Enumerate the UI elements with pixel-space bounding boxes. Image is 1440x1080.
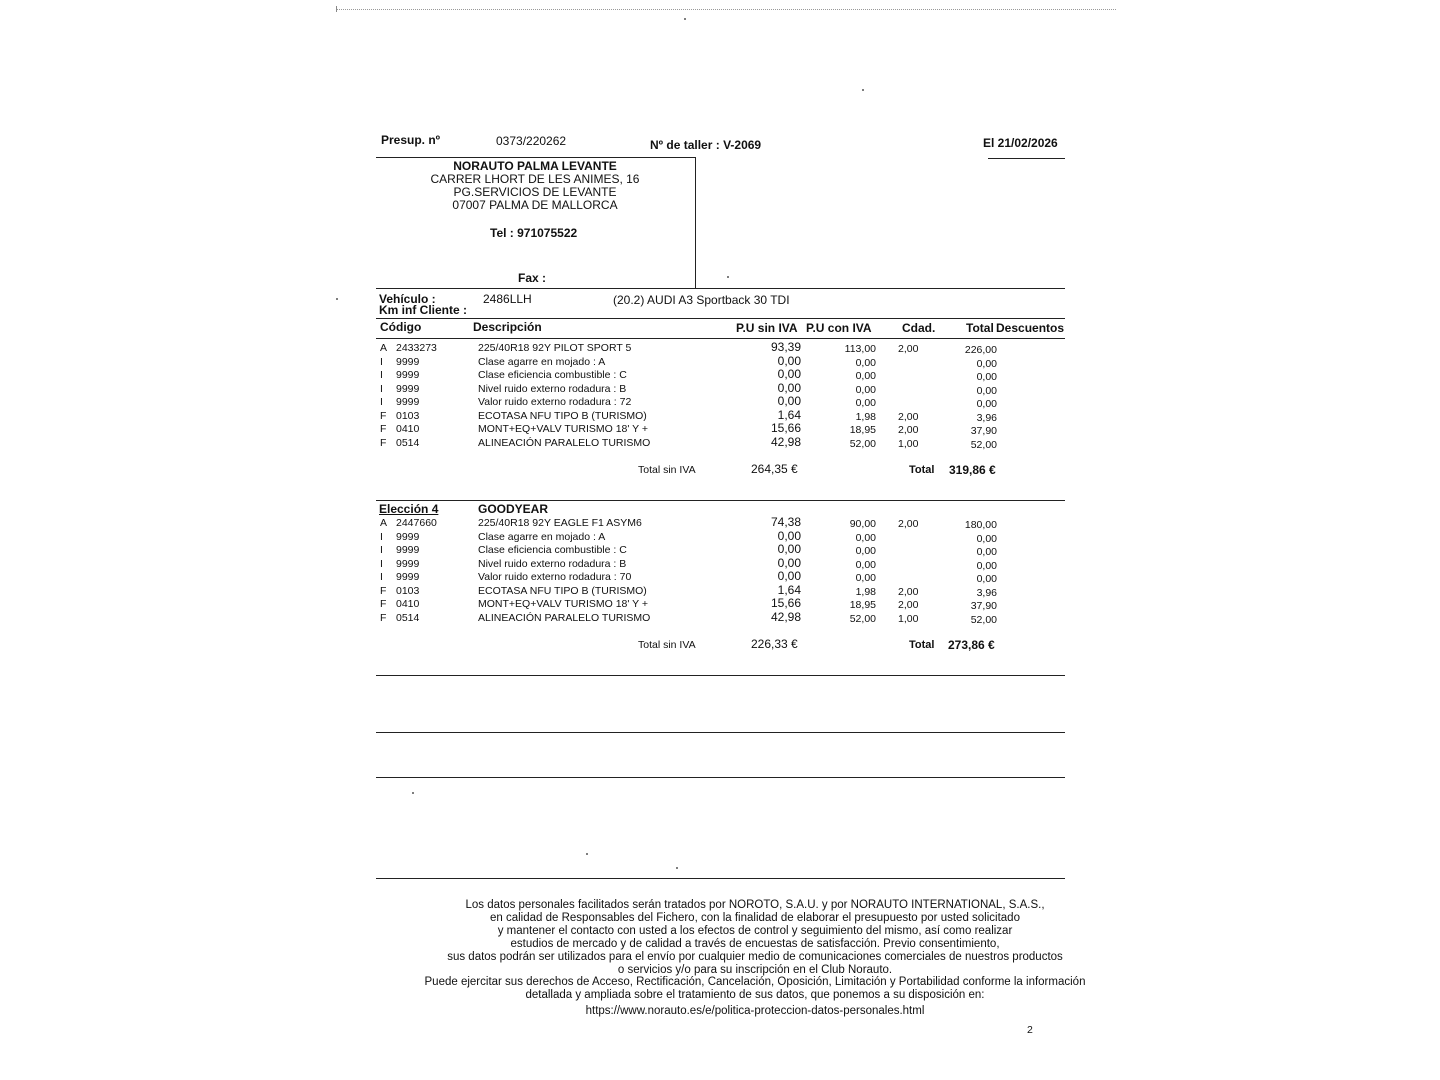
row-cdad: 2,00 [898,424,919,436]
shop-address-3: 07007 PALMA DE MALLORCA [452,198,618,212]
section-2-brand: GOODYEAR [478,502,549,516]
row-pu-con-iva: 113,00 [844,343,876,355]
row-pu-con-iva: 0,00 [855,370,876,382]
columns-top-rule [376,318,1065,319]
row-type: I [380,571,383,583]
table-row [0,434,1440,451]
section-2-total-value: 273,86 € [948,638,995,652]
section-2-total-sin-iva-label: Total sin IVA [638,639,696,651]
page-number: 2 [1027,1024,1033,1036]
row-cdad: 1,00 [898,612,919,625]
row-code: 9999 [396,382,420,395]
privacy-line: sus datos podrán ser utilizados para el envío por cualquier medio de comunicaciones comerciales de nuestros productos [447,950,1063,963]
col-cdad: Cdad. [902,321,936,335]
row-pu-con-iva: 0,00 [855,572,876,584]
row-pu-con-iva: 18,95 [849,599,876,611]
table-row [0,609,1440,626]
row-type: A [380,517,388,529]
row-code: 0410 [396,598,420,610]
table-row [0,571,1440,585]
section-2-total-sin-iva-value: 226,33 € [751,637,798,651]
row-total: 226,00 [964,344,997,356]
row-pu-sin-iva: 0,00 [777,380,801,395]
table-row [0,369,1440,383]
shop-address-2: PG.SERVICIOS DE LEVANTE [453,185,617,199]
row-code: 9999 [396,355,420,368]
privacy-line: o servicios y/o para su inscripción en el Club Norauto. [617,963,893,976]
scan-edge-tick [336,6,337,12]
document-date: El 21/02/2026 [983,136,1058,150]
row-total: 0,00 [976,559,997,572]
table-row [0,544,1440,558]
row-type: F [380,423,387,435]
row-cdad: 1,00 [898,437,919,450]
scan-speck [412,792,414,794]
row-code: 0103 [396,409,420,422]
scan-speck [727,276,729,278]
privacy-line: detallada y ampliada sobre el tratamiento de sus datos, que ponemos a su disposición en: [525,989,985,1002]
row-description: Valor ruido externo rodadura : 72 [478,396,632,408]
col-pu-con-iva: P.U con IVA [806,321,872,335]
row-pu-sin-iva: 93,39 [770,340,801,354]
vehicle-top-rule [376,288,1065,289]
presup-label: Presup. nº [381,133,441,147]
row-code: 0410 [396,423,420,435]
row-pu-sin-iva: 0,00 [777,542,801,556]
row-total: 37,90 [970,425,997,437]
col-descuentos: Descuentos [996,321,1065,335]
row-total: 0,00 [976,357,997,370]
table-row [0,528,1440,545]
shop-name: NORAUTO PALMA LEVANTE [453,159,617,173]
row-pu-sin-iva: 42,98 [770,434,801,449]
privacy-line: Puede ejercitar sus derechos de Acceso, Rectificación, Cancelación, Oposición, Limitación y Portabilidad conforme la información [424,976,1086,989]
table-row [0,423,1440,437]
row-type: I [380,355,383,368]
row-pu-sin-iva: 1,64 [777,582,801,597]
row-code: 9999 [396,396,420,408]
table-row [0,582,1440,599]
taller-number: Nº de taller : V-2069 [650,138,762,152]
section-1-total-label: Total [909,464,935,476]
table-row [0,342,1440,356]
row-pu-sin-iva: 0,00 [777,394,801,408]
row-cdad: 2,00 [898,343,919,355]
table-row [0,353,1440,370]
row-pu-sin-iva: 42,98 [770,609,801,624]
table-row [0,380,1440,397]
blank-rule-1 [376,675,1065,676]
row-pu-sin-iva: 0,00 [777,569,801,583]
row-pu-con-iva: 1,98 [855,410,876,423]
row-code: 2433273 [396,342,437,354]
row-pu-con-iva: 18,95 [849,424,876,436]
row-type: F [380,409,387,422]
privacy-line: Los datos personales facilitados serán tratados por NOROTO, S.A.U. y por NORAUTO INTERNATIONAL, S.A.S., [465,899,1045,911]
table-row [0,598,1440,612]
section-1-total-sin-iva-label: Total sin IVA [638,464,696,476]
privacy-line: en calidad de Responsables del Fichero, con la finalidad de elaborar el presupuesto por usted solicitado [490,911,1020,924]
row-type: F [380,611,387,624]
row-total: 0,00 [976,371,997,383]
section-2-label: Elección 4 [379,502,439,516]
row-description: MONT+EQ+VALV TURISMO 18' Y + [478,598,648,610]
privacy-url[interactable]: https://www.norauto.es/e/politica-proteccion-datos-personales.html [585,1005,925,1018]
blank-rule-3 [376,777,1065,778]
row-total: 3,96 [976,586,997,599]
table-row [0,407,1440,424]
row-code: 0514 [396,436,420,449]
vehicle-model: (20.2) AUDI A3 Sportback 30 TDI [613,293,790,307]
row-pu-con-iva: 52,00 [849,612,876,625]
row-total: 0,00 [976,532,997,545]
vehicle-label: Vehículo : [379,292,436,306]
row-total: 52,00 [970,613,997,626]
row-total: 52,00 [970,438,997,451]
header-rule-right [988,158,1065,159]
row-total: 180,00 [964,519,997,531]
row-pu-sin-iva: 74,38 [770,515,801,529]
row-code: 9999 [396,571,420,583]
row-description: 225/40R18 92Y PILOT SPORT 5 [478,342,632,354]
row-pu-con-iva: 52,00 [849,437,876,450]
row-type: I [380,557,383,570]
row-description: ECOTASA NFU TIPO B (TURISMO) [478,584,647,597]
table-row [0,555,1440,572]
row-pu-sin-iva: 0,00 [777,353,801,368]
row-cdad: 2,00 [898,518,919,530]
row-pu-sin-iva: 15,66 [770,421,801,435]
vehicle-plate: 2486LLH [483,292,532,306]
row-pu-con-iva: 0,00 [855,397,876,409]
blank-rule-2 [376,732,1065,733]
row-code: 9999 [396,369,420,381]
shop-box-divider [695,157,696,288]
row-description: Nivel ruido externo rodadura : B [478,382,627,395]
row-description: Clase eficiencia combustible : C [478,544,627,556]
row-pu-sin-iva: 0,00 [777,367,801,381]
row-description: Clase agarre en mojado : A [478,530,606,543]
row-pu-con-iva: 0,00 [855,545,876,557]
row-type: I [380,369,383,381]
columns-bottom-rule [376,338,1065,339]
privacy-line: estudios de mercado y de calidad a través de encuestas de satisfacción. Previo consentimiento, [510,937,1000,950]
row-type: I [380,396,383,408]
row-cdad: 2,00 [898,585,919,598]
row-description: Valor ruido externo rodadura : 70 [478,571,632,583]
row-type: I [380,530,383,543]
row-description: ALINEACIÓN PARALELO TURISMO [478,436,651,449]
row-pu-sin-iva: 15,66 [770,596,801,610]
row-type: I [380,382,383,395]
col-pu-sin-iva: P.U sin IVA [736,321,798,335]
row-total: 0,00 [976,546,997,558]
scan-speck [862,89,864,91]
row-description: 225/40R18 92Y EAGLE F1 ASYM6 [478,517,642,529]
row-type: F [380,436,387,449]
row-cdad: 2,00 [898,410,919,423]
row-description: ECOTASA NFU TIPO B (TURISMO) [478,409,647,422]
row-code: 9999 [396,544,420,556]
row-type: F [380,598,387,610]
shop-tel: Tel : 971075522 [490,226,578,240]
shop-fax: Fax : [518,271,547,285]
row-description: ALINEACIÓN PARALELO TURISMO [478,611,651,624]
row-total: 3,96 [976,411,997,424]
row-code: 0103 [396,584,420,597]
row-total: 0,00 [976,398,997,410]
km-label: Km inf Cliente : [379,303,468,317]
row-total: 37,90 [970,600,997,612]
row-type: A [380,342,388,354]
row-pu-sin-iva: 0,00 [777,528,801,543]
row-pu-con-iva: 1,98 [855,585,876,598]
scan-edge-line [336,9,1116,10]
privacy-line: y mantener el contacto con usted a los efectos de control y seguimiento del mismo, así como realizar [497,924,1013,937]
row-total: 0,00 [976,573,997,585]
row-pu-sin-iva: 1,64 [777,407,801,422]
row-description: Clase eficiencia combustible : C [478,369,627,381]
row-total: 0,00 [976,384,997,397]
presup-number: 0373/220262 [496,134,567,148]
scan-speck [684,18,686,20]
row-cdad: 2,00 [898,599,919,611]
row-pu-con-iva: 0,00 [855,558,876,571]
scan-speck [336,298,338,300]
row-pu-con-iva: 90,00 [849,518,876,530]
row-description: MONT+EQ+VALV TURISMO 18' Y + [478,423,648,435]
section-1-total-sin-iva-value: 264,35 € [751,462,798,476]
row-pu-con-iva: 0,00 [855,356,876,369]
row-description: Nivel ruido externo rodadura : B [478,557,627,570]
header-rule-left [376,157,696,158]
row-type: F [380,584,387,597]
scan-speck [586,853,588,855]
row-pu-con-iva: 0,00 [855,531,876,544]
col-total: Total [966,321,994,335]
row-code: 0514 [396,611,420,624]
row-pu-con-iva: 0,00 [855,383,876,396]
blank-rule-4 [376,878,1065,879]
shop-address-1: CARRER LHORT DE LES ANIMES, 16 [430,172,640,186]
table-row [0,517,1440,531]
section-1-total-value: 319,86 € [949,463,996,477]
row-description: Clase agarre en mojado : A [478,355,606,368]
row-code: 2447660 [396,517,437,529]
scan-speck [676,867,678,869]
shop-block [400,160,670,212]
privacy-notice [330,899,1180,1018]
row-pu-sin-iva: 0,00 [777,555,801,570]
table-row [0,396,1440,410]
col-codigo: Código [380,320,422,334]
row-type: I [380,544,383,556]
section-2-total-label: Total [909,639,935,651]
section-2-top-rule [376,500,1065,501]
col-descripcion: Descripción [473,320,542,334]
row-code: 9999 [396,530,420,543]
row-code: 9999 [396,557,420,570]
